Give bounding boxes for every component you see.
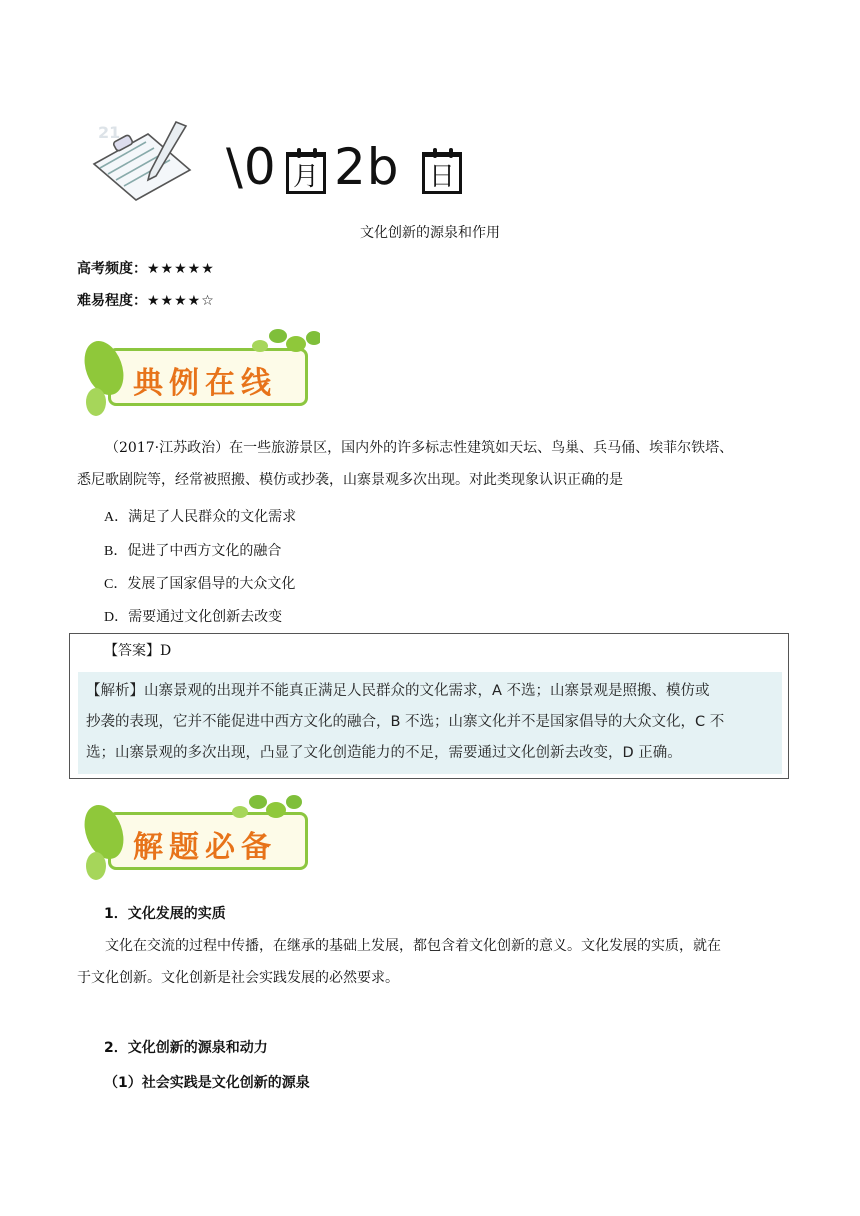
svg-text:21: 21 — [98, 123, 121, 142]
difficulty-label: 难易程度： — [77, 293, 147, 309]
prep-banner — [78, 790, 320, 880]
frequency-row — [77, 258, 215, 278]
day-digits: 2b — [334, 138, 400, 196]
question-text — [77, 432, 785, 464]
section-2-title: 2．文化创新的源泉和动力 — [104, 1040, 268, 1056]
frequency-stars: ★★★★★ — [147, 261, 215, 277]
month-digits: \0 — [226, 138, 277, 196]
month-calendar-icon — [286, 152, 326, 194]
page-title: 文化创新的源泉和作用 — [360, 225, 500, 241]
section-1-line: 于文化创新。文化创新是社会实践发展的必然要求。 — [77, 970, 399, 986]
question-line: 悉尼歌剧院等，经常被照搬、模仿或抄袭，山寨景观多次出现。对此类现象认识正确的是 — [77, 472, 623, 488]
question-text-cont — [77, 464, 785, 496]
question-line: （2017·江苏政治）在一些旅游景区，国内外的许多标志性建筑如天坛、鸟巢、兵马俑、埃菲尔铁塔、 — [105, 440, 734, 456]
section-1-body-cont — [77, 962, 785, 994]
option-d: D．需要通过文化创新去改变 — [104, 610, 283, 625]
option-c: C．发展了国家倡导的大众文化 — [104, 577, 296, 592]
section-2-subtitle: （1）社会实践是文化创新的源泉 — [104, 1075, 310, 1091]
section-1-line: 文化在交流的过程中传播，在继承的基础上发展，都包含着文化创新的意义。文化发展的实质，就在 — [105, 938, 721, 954]
section-1-title: 1．文化发展的实质 — [104, 906, 226, 922]
frequency-label: 高考频度： — [77, 261, 147, 277]
day-char: 日 — [428, 161, 455, 192]
day-calendar-icon — [422, 152, 462, 194]
example-banner-text: 典例在线 — [133, 366, 277, 401]
answer-label: 【答案】D — [104, 643, 172, 659]
example-banner — [78, 326, 320, 416]
analysis-line: 抄袭的表现，它并不能促进中西方文化的融合，B 不选；山寨文化并不是国家倡导的大众文化，C 不 — [86, 714, 725, 730]
analysis-panel — [78, 672, 782, 774]
option-a: A．满足了人民群众的文化需求 — [104, 510, 297, 525]
prep-banner-text: 解题必备 — [133, 830, 277, 865]
month-char: 月 — [292, 161, 319, 192]
analysis-line: 选；山寨景观的多次出现，凸显了文化创造能力的不足，需要通过文化创新去改变，D 正确。 — [86, 745, 682, 761]
difficulty-stars: ★★★★☆ — [147, 293, 215, 309]
analysis-line: 【解析】山寨景观的出现并不能真正满足人民群众的文化需求，A 不选；山寨景观是照搬、模仿或 — [86, 683, 710, 699]
option-b: B．促进了中西方文化的融合 — [104, 544, 282, 559]
section-1-body — [77, 930, 785, 962]
clipboard-pen-icon — [86, 112, 198, 204]
difficulty-row — [77, 290, 215, 310]
